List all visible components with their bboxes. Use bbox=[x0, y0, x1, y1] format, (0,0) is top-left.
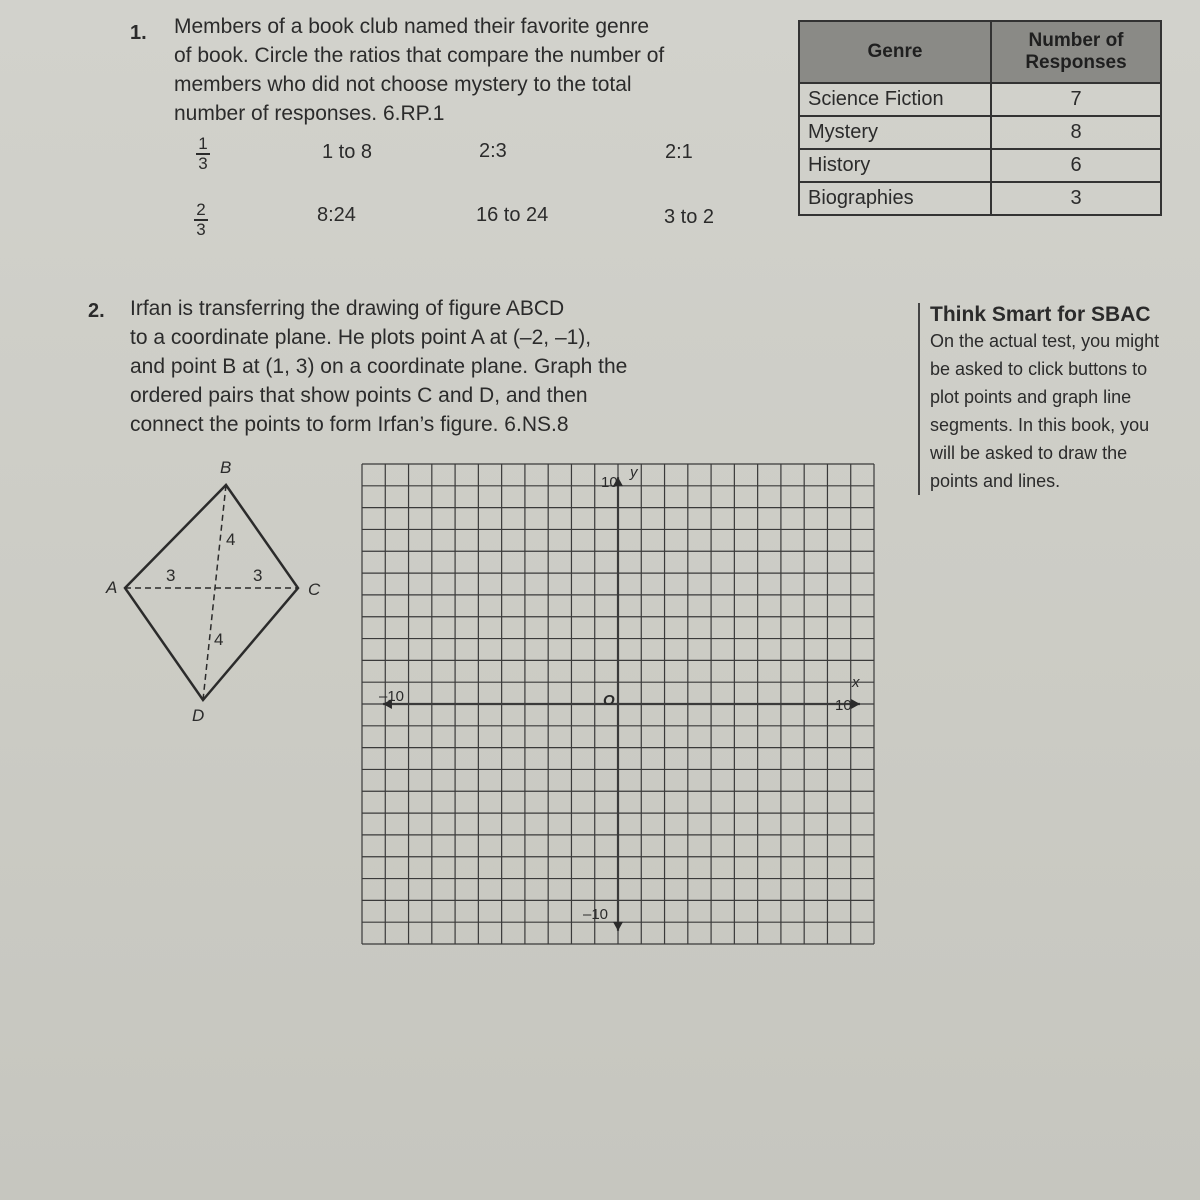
sbac-tip-box bbox=[918, 303, 1190, 495]
genre-cell: Mystery bbox=[799, 116, 991, 149]
question-1-number: 1. bbox=[130, 22, 147, 44]
q2-line-4: ordered pairs that show points C and D, and then bbox=[130, 384, 588, 407]
q2-line-5: connect the points to form Irfan’s figure. 6.NS.8 bbox=[130, 413, 569, 436]
label-b: B bbox=[220, 458, 232, 477]
table-row bbox=[799, 83, 1161, 116]
choice-2-1[interactable]: 2:1 bbox=[665, 141, 693, 163]
choice-fraction-2-3[interactable] bbox=[194, 202, 208, 238]
choice-fraction-1-3[interactable] bbox=[196, 136, 210, 172]
q1-line-2: of book. Circle the ratios that compare the number of bbox=[174, 44, 665, 67]
q1-line-4: number of responses. 6.RP.1 bbox=[174, 102, 445, 125]
count-cell: 3 bbox=[991, 182, 1161, 215]
y-min-label: –10 bbox=[583, 906, 609, 923]
y-max-label: 10 bbox=[601, 474, 618, 491]
origin-label: O bbox=[603, 692, 615, 709]
genre-cell: Science Fiction bbox=[799, 83, 991, 116]
sbac-line-2: be asked to click buttons to bbox=[930, 359, 1148, 379]
fraction-denominator: 3 bbox=[196, 220, 206, 239]
dim-top: 4 bbox=[226, 530, 236, 549]
fraction-denominator: 3 bbox=[198, 154, 208, 173]
label-d: D bbox=[192, 706, 205, 725]
count-cell: 6 bbox=[991, 149, 1161, 182]
sbac-line-5: will be asked to draw the bbox=[930, 443, 1128, 463]
table-header-genre: Genre bbox=[799, 21, 991, 83]
fraction-numerator: 1 bbox=[198, 134, 208, 153]
table-header-responses: Number of Responses bbox=[991, 21, 1161, 83]
choice-16-to-24[interactable]: 16 to 24 bbox=[476, 204, 549, 226]
question-2-text bbox=[130, 294, 627, 439]
y-axis-arrow-down bbox=[613, 922, 623, 931]
x-axis-arrow-right bbox=[851, 699, 860, 709]
genre-cell: History bbox=[799, 149, 991, 182]
count-cell: 7 bbox=[991, 83, 1161, 116]
coordinate-grid[interactable] bbox=[360, 462, 876, 946]
label-c: C bbox=[308, 580, 321, 599]
table-row bbox=[799, 182, 1161, 215]
x-axis-label: x bbox=[852, 674, 860, 691]
x-min-label: –10 bbox=[379, 688, 405, 705]
genre-table bbox=[798, 20, 1162, 216]
q2-line-3: and point B at (1, 3) on a coordinate plane. Graph the bbox=[130, 355, 628, 378]
question-2-number: 2. bbox=[88, 300, 105, 322]
sbac-heading: Think Smart for SBAC bbox=[930, 303, 1151, 326]
sbac-line-6: points and lines. bbox=[930, 471, 1061, 491]
count-cell: 8 bbox=[991, 116, 1161, 149]
table-row bbox=[799, 149, 1161, 182]
rhombus-shape bbox=[125, 485, 298, 700]
choice-2-3[interactable]: 2:3 bbox=[479, 140, 507, 162]
question-1-text bbox=[174, 12, 664, 128]
q2-line-1: Irfan is transferring the drawing of figure ABCD bbox=[130, 297, 565, 320]
dim-right: 3 bbox=[253, 566, 263, 585]
sbac-line-3: plot points and graph line bbox=[930, 387, 1132, 407]
dim-left: 3 bbox=[166, 566, 176, 585]
sbac-line-4: segments. In this book, you bbox=[930, 415, 1150, 435]
sbac-line-1: On the actual test, you might bbox=[930, 331, 1160, 351]
fraction-numerator: 2 bbox=[196, 200, 206, 219]
q2-line-2: to a coordinate plane. He plots point A at (–2, –1), bbox=[130, 326, 592, 349]
vertical-diagonal bbox=[203, 485, 226, 700]
q1-line-3: members who did not choose mystery to the total bbox=[174, 73, 632, 96]
x-max-label: 10 bbox=[835, 697, 852, 714]
table-row bbox=[799, 116, 1161, 149]
choice-1-to-8[interactable]: 1 to 8 bbox=[322, 141, 373, 163]
genre-cell: Biographies bbox=[799, 182, 991, 215]
y-axis-label: y bbox=[630, 464, 638, 481]
choice-8-24[interactable]: 8:24 bbox=[317, 204, 356, 226]
label-a: A bbox=[106, 578, 118, 597]
q1-line-1: Members of a book club named their favorite genre bbox=[174, 15, 650, 38]
dim-bottom: 4 bbox=[214, 630, 224, 649]
choice-3-to-2[interactable]: 3 to 2 bbox=[664, 206, 715, 228]
figure-abcd bbox=[100, 455, 340, 735]
